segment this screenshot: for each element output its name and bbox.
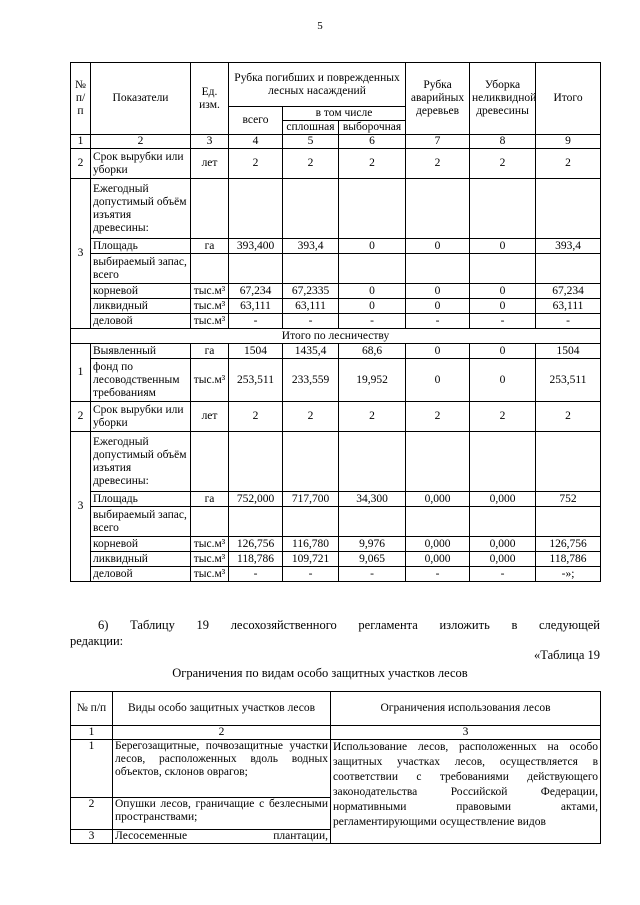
cell: 0 bbox=[406, 344, 470, 359]
row-num: 2 bbox=[71, 149, 91, 179]
cell: 0 bbox=[339, 299, 406, 314]
col-number: 2 bbox=[113, 726, 331, 740]
cell: 118,786 bbox=[229, 552, 283, 567]
row-label: деловой bbox=[91, 314, 191, 329]
cell: 393,400 bbox=[229, 239, 283, 254]
cell: 116,780 bbox=[283, 537, 339, 552]
cell: 67,234 bbox=[536, 284, 601, 299]
cell: 2 bbox=[339, 402, 406, 432]
col-number: 7 bbox=[406, 135, 470, 149]
cell: 126,756 bbox=[229, 537, 283, 552]
row-num: 1 bbox=[71, 344, 91, 402]
cell: 0 bbox=[406, 284, 470, 299]
row-label: Срок вырубки или уборки bbox=[91, 149, 191, 179]
cell: 253,511 bbox=[536, 359, 601, 402]
cell: 0,000 bbox=[470, 552, 536, 567]
col-number: 5 bbox=[283, 135, 339, 149]
cell: 0 bbox=[470, 299, 536, 314]
row-label: корневой bbox=[91, 537, 191, 552]
cell: 0 bbox=[339, 239, 406, 254]
row-label: выбираемый запас, всего bbox=[91, 507, 191, 537]
cell: - bbox=[339, 314, 406, 329]
cell: 2 bbox=[229, 402, 283, 432]
osz-type: Опушки лесов, граничащие с безлесными пространствами; bbox=[113, 798, 331, 830]
header-felling-dead: Рубка погибших и поврежденных лесных насаждений bbox=[229, 63, 406, 107]
cell: 2 bbox=[229, 149, 283, 179]
col-number: 4 bbox=[229, 135, 283, 149]
cell: - bbox=[283, 314, 339, 329]
row-unit: га bbox=[191, 492, 229, 507]
col-number: 6 bbox=[339, 135, 406, 149]
cell: 0,000 bbox=[406, 492, 470, 507]
cell: 717,700 bbox=[283, 492, 339, 507]
cell: 393,4 bbox=[283, 239, 339, 254]
cell: 0 bbox=[406, 299, 470, 314]
col-number: 1 bbox=[71, 135, 91, 149]
cell: 118,786 bbox=[536, 552, 601, 567]
forestry-total-heading: Итого по лесничеству bbox=[71, 329, 601, 344]
paragraph-line: 6) Таблицу 19 лесохозяйственного регламента изложить в следующей bbox=[98, 618, 600, 632]
cell: 9,065 bbox=[339, 552, 406, 567]
osz-type: Берегозащитные, почвозащитные участки лесов, расположенных вдоль водных объектов, склонов оврагов; bbox=[113, 740, 331, 798]
row-label: корневой bbox=[91, 284, 191, 299]
row-unit: тыс.м³ bbox=[191, 359, 229, 402]
row-unit: тыс.м³ bbox=[191, 314, 229, 329]
cell: 68,6 bbox=[339, 344, 406, 359]
row-label: ликвидный bbox=[91, 299, 191, 314]
row-unit: тыс.м³ bbox=[191, 567, 229, 582]
cell: 63,111 bbox=[536, 299, 601, 314]
col-number: 8 bbox=[470, 135, 536, 149]
restrictions-table bbox=[70, 691, 601, 844]
cell: 0 bbox=[470, 359, 536, 402]
header-indicators: Показатели bbox=[91, 63, 191, 135]
cell: 0 bbox=[406, 239, 470, 254]
header-clear: сплошная bbox=[283, 121, 339, 135]
cell: 126,756 bbox=[536, 537, 601, 552]
header-num: № п/п bbox=[71, 63, 91, 135]
cell: - bbox=[406, 567, 470, 582]
row-num: 2 bbox=[71, 402, 91, 432]
cell: 2 bbox=[406, 149, 470, 179]
row-unit: га bbox=[191, 239, 229, 254]
row-label: Площадь bbox=[91, 239, 191, 254]
header-sum: Итого bbox=[536, 63, 601, 135]
row-label: ликвидный bbox=[91, 552, 191, 567]
row-num: 1 bbox=[71, 740, 113, 798]
row-num: 3 bbox=[71, 432, 91, 582]
row-label: Ежегодный допустимый объём изъятия древесины: bbox=[91, 432, 191, 492]
cell: - bbox=[406, 314, 470, 329]
amendment-paragraph bbox=[70, 617, 600, 649]
cell: 1504 bbox=[536, 344, 601, 359]
header-num: № п/п bbox=[71, 692, 113, 726]
row-label: фонд по лесоводственным требованиям bbox=[91, 359, 191, 402]
row-unit: тыс.м³ bbox=[191, 552, 229, 567]
cell: 0,000 bbox=[470, 537, 536, 552]
cell: 393,4 bbox=[536, 239, 601, 254]
cell: 0 bbox=[470, 284, 536, 299]
cell: - bbox=[229, 567, 283, 582]
cell: 1435,4 bbox=[283, 344, 339, 359]
cell: 19,952 bbox=[339, 359, 406, 402]
table2-title: Ограничения по видам особо защитных участков лесов bbox=[172, 666, 468, 680]
header-emergency: Рубка аварийных деревьев bbox=[406, 63, 470, 135]
row-num: 2 bbox=[71, 798, 113, 830]
cell: 67,234 bbox=[229, 284, 283, 299]
col-number: 2 bbox=[91, 135, 191, 149]
header-unit: Ед. изм. bbox=[191, 63, 229, 135]
cell: 0 bbox=[470, 239, 536, 254]
header-types: Виды особо защитных участков лесов bbox=[113, 692, 331, 726]
cell: - bbox=[339, 567, 406, 582]
cell: 2 bbox=[470, 402, 536, 432]
page-number: 5 bbox=[317, 20, 323, 32]
paragraph-line: редакции: bbox=[70, 634, 124, 648]
cell: 2 bbox=[406, 402, 470, 432]
col-number: 9 bbox=[536, 135, 601, 149]
cell: 2 bbox=[536, 402, 601, 432]
cell: 752,000 bbox=[229, 492, 283, 507]
cell: -»; bbox=[536, 567, 601, 582]
col-number: 1 bbox=[71, 726, 113, 740]
row-unit: тыс.м³ bbox=[191, 299, 229, 314]
row-unit: тыс.м³ bbox=[191, 537, 229, 552]
col-number: 3 bbox=[331, 726, 601, 740]
row-unit: га bbox=[191, 344, 229, 359]
row-num: 3 bbox=[71, 179, 91, 329]
cell: - bbox=[470, 567, 536, 582]
cell: 253,511 bbox=[229, 359, 283, 402]
cell: - bbox=[283, 567, 339, 582]
row-unit: лет bbox=[191, 402, 229, 432]
header-limits: Ограничения использования лесов bbox=[331, 692, 601, 726]
header-cleanup: Уборка неликвидной древесины bbox=[470, 63, 536, 135]
cell: 2 bbox=[339, 149, 406, 179]
cell: 233,559 bbox=[283, 359, 339, 402]
col-number: 3 bbox=[191, 135, 229, 149]
cell: 0,000 bbox=[406, 537, 470, 552]
row-num: 3 bbox=[71, 830, 113, 844]
cell: 9,976 bbox=[339, 537, 406, 552]
cell: 109,721 bbox=[283, 552, 339, 567]
row-label: выбираемый запас, всего bbox=[91, 254, 191, 284]
cell: 63,111 bbox=[283, 299, 339, 314]
row-label: Площадь bbox=[91, 492, 191, 507]
limits-text: Использование лесов, расположенных на особо защитных участках лесов, осуществляется в соответствии с требованиями действующего законодательства Российской Федерации, нормативными правовыми актами, регламентирующими осуществление видов bbox=[331, 740, 601, 844]
cell: - bbox=[536, 314, 601, 329]
cell: 2 bbox=[283, 149, 339, 179]
row-label: Выявленный bbox=[91, 344, 191, 359]
header-total: всего bbox=[229, 107, 283, 135]
cell: - bbox=[470, 314, 536, 329]
cell: - bbox=[229, 314, 283, 329]
cell: 0,000 bbox=[406, 552, 470, 567]
felling-table bbox=[70, 62, 601, 582]
table-reference: «Таблица 19 bbox=[534, 648, 600, 662]
cell: 67,2335 bbox=[283, 284, 339, 299]
cell: 0 bbox=[339, 284, 406, 299]
row-label: Срок вырубки или уборки bbox=[91, 402, 191, 432]
cell: 2 bbox=[536, 149, 601, 179]
cell: 2 bbox=[283, 402, 339, 432]
header-selective: выборочная bbox=[339, 121, 406, 135]
row-label: деловой bbox=[91, 567, 191, 582]
row-unit: тыс.м³ bbox=[191, 284, 229, 299]
header-including: в том числе bbox=[283, 107, 406, 121]
row-label: Ежегодный допустимый объём изъятия древесины: bbox=[91, 179, 191, 239]
cell: 752 bbox=[536, 492, 601, 507]
cell: 34,300 bbox=[339, 492, 406, 507]
cell: 1504 bbox=[229, 344, 283, 359]
cell: 0 bbox=[470, 344, 536, 359]
cell: 0,000 bbox=[470, 492, 536, 507]
row-unit: лет bbox=[191, 149, 229, 179]
cell: 0 bbox=[406, 359, 470, 402]
cell: 2 bbox=[470, 149, 536, 179]
osz-type: Лесосеменные плантации, bbox=[113, 830, 331, 844]
cell: 63,111 bbox=[229, 299, 283, 314]
